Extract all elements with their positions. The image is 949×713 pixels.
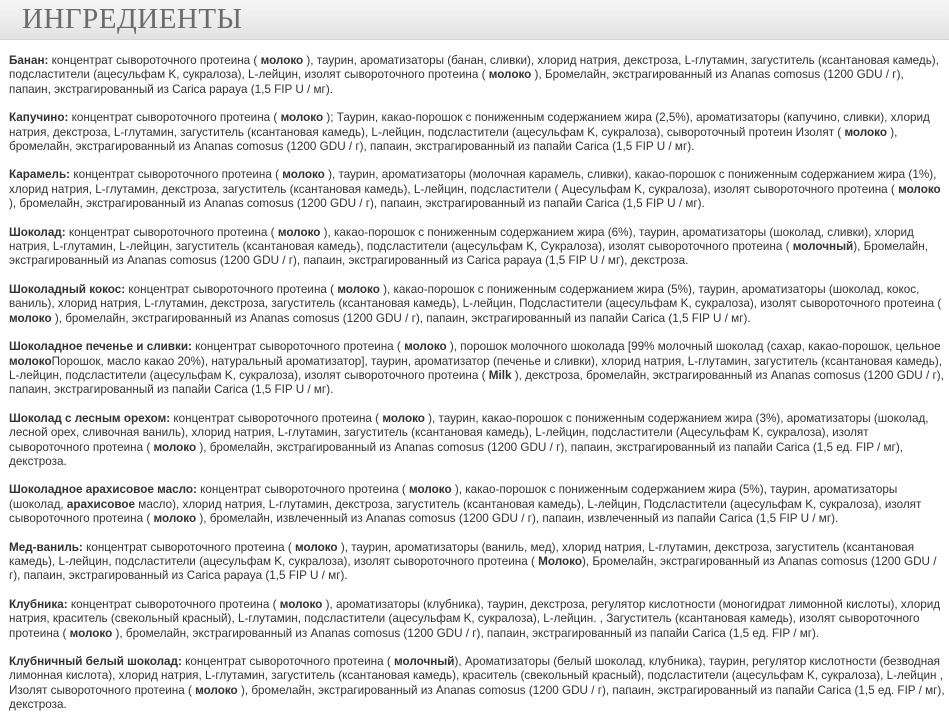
ingredient-fragment: ), декстроза, бромелайн, экстрагированный из Ananas comosus (1200 GDU / г), папаин, экстрагированный из папайи Carica (1,5 FIP U / мг). — [9, 368, 944, 397]
allergen-highlight: молоко — [404, 340, 447, 354]
flavor-name: Банан: — [9, 54, 49, 67]
allergen-highlight: молоко — [898, 182, 941, 196]
ingredient-fragment: концентрат сывороточного протеина ( — [65, 225, 278, 239]
allergen-highlight: молоко — [277, 225, 321, 239]
ingredient-fragment: концентрат сывороточного протеина ( — [191, 340, 405, 354]
ingredient-fragment: ), какао-порошок с пониженным содержанием жира (5%), таурин, ароматизаторы (шоколад, — [9, 483, 898, 511]
page-header — [0, 0, 949, 40]
ingredient-fragment: ), бромелайн, экстрагированный из Ananas comosus (1200 GDU / г), папаин, экстрагированный из папайи Carica (1,5 ед. FIP / мг). — [112, 626, 820, 640]
ingredient-fragment: ), таурин, ароматизаторы (молочная карамель, сливки), какао-порошок с пониженным содержанием жира (1%), хлорид натрия, L-глутамин, декстроза, загуститель (ксантановая камедь), L-лейцин, подсластители ( Ацесульфам K, сукралоза), изолят сывороточного протеина ( — [9, 168, 937, 196]
flavor-name: Мед-ваниль: — [9, 540, 83, 554]
ingredient-entry — [9, 226, 945, 269]
ingredient-fragment: концентрат сывороточного протеина ( — [125, 282, 338, 296]
allergen-highlight: молоко — [844, 125, 888, 139]
ingredient-entry — [9, 655, 945, 713]
flavor-name: Шоколадное печенье и сливки: — [9, 340, 192, 354]
ingredient-fragment: Порошок, масло какао 20%), натуральный ароматизатор], таурин, ароматизатор (печенье и сливки), хлорид натрия, L-глутамин, загуститель (ксантановая камедь), L-лейцин, подсластители (ацесульфам K, сукралоза), изолят сывороточного протеина ( — [9, 354, 943, 382]
allergen-highlight: молоко — [9, 354, 52, 368]
flavor-name: Карамель: — [9, 168, 71, 182]
flavor-name: Клубничный белый шоколад: — [9, 655, 182, 668]
ingredient-fragment: ), таурин, какао-порошок с пониженным содержанием жира (3%), ароматизаторы (шоколад, лесной орех, сливочная ваниль), хлорид натрия, L-глутамин, загуститель (ксантановая камедь), L-лейцин, подсластители (Ацесульфам K, сукралоза), изолят сывороточного протеина ( — [9, 411, 929, 454]
ingredient-fragment: концентрат сывороточного протеина ( — [70, 168, 283, 182]
ingredient-text — [9, 168, 941, 210]
ingredient-text — [9, 54, 939, 96]
ingredient-entry — [9, 54, 945, 97]
allergen-highlight: молоко — [195, 683, 238, 697]
allergen-highlight: молоко — [69, 626, 113, 640]
ingredient-fragment: ), Ароматизаторы (белый шоколад, клубника), таурин, регулятор кислотности (безводная лимонная кислота), хлорид натрия, L-глутамин, загуститель (ксантановая камедь), краситель (свекольный красный), подсластители (ацесульфам K, сукралоза), L-лейцин , Изолят сывороточного протеина ( — [9, 655, 944, 697]
ingredient-fragment: ), порошок молочного шоколада [99% молочный шоколад (сахар, какао-порошок, цельное — [446, 340, 941, 354]
ingredient-fragment: ), бромелайн, экстрагированный из Ananas comosus (1200 GDU / г), папаин, экстрагированный из папайи Carica (1,5 FIP U / мг). — [9, 197, 705, 211]
ingredient-entry — [9, 541, 945, 584]
ingredient-entry — [9, 111, 945, 154]
ingredient-fragment: ), бромелайн, экстрагированный из Ananas comosus (1200 GDU / г), папаин, экстрагированный из папайи Carica (1,5 FIP U / мг). — [51, 311, 751, 325]
ingredient-entry — [9, 283, 945, 326]
ingredient-fragment: ), бромелайн, экстрагированный из Ananas comosus (1200 GDU / г), папаин, экстрагированный из папайи Carica (1,5 ед. FIP / мг), декстроза. — [9, 683, 945, 712]
flavor-name: Шоколадное арахисовое масло: — [9, 483, 197, 497]
flavor-name: Капучино: — [9, 111, 69, 125]
allergen-highlight: молоко — [382, 411, 425, 425]
allergen-highlight: молоко — [9, 311, 52, 325]
allergen-highlight: Молоко — [538, 554, 582, 568]
allergen-highlight: молочный — [792, 240, 854, 254]
flavor-name: Шоколад: — [9, 225, 66, 239]
allergen-highlight: молоко — [279, 597, 323, 611]
ingredient-fragment: концентрат сывороточного протеина ( — [170, 411, 383, 425]
ingredient-text — [9, 541, 936, 583]
page-title: ИНГРЕДИЕНТЫ — [22, 3, 243, 35]
ingredient-entry — [9, 598, 945, 641]
allergen-highlight: молоко — [294, 540, 338, 554]
ingredient-fragment: концентрат сывороточного протеина ( — [196, 483, 410, 497]
ingredient-fragment: ), таурин, ароматизаторы (банан, сливки), хлорид натрия, декстроза, L-глутамин, загуститель (ксантановая камедь), подсластители (ацесульфам K, сукралоза), L-лейцин, изолят сывороточного протеина ( — [9, 54, 939, 82]
allergen-highlight: молочный — [394, 655, 455, 668]
ingredient-fragment: ), бромелайн, извлеченный из Ananas comosus (1200 GDU / г), папаин, извлеченный из папайи Carica (1,5 FIP U / мг). — [196, 512, 839, 526]
ingredient-fragment: ), Бромелайн, экстрагированный из Ananas comosus (1200 GDU / г), папаин, экстрагированный из Carica papaya (1,5 FIP U / мг). — [9, 554, 937, 583]
ingredient-fragment: ), бромелайн, экстрагированный из Ananas comosus (1200 GDU / г), папаин, экстрагированный из папайи Carica (1,5 ед. FIP / мг), декстроза. — [9, 440, 903, 468]
ingredient-fragment: ); Таурин, какао-порошок с пониженным содержанием жира (2,5%), ароматизаторы (капучино, сливки), хлорид натрия, декстроза, L-глутамин, загуститель (ксантановая камедь), L-лейцин, подсластители (ацесульфам K, сукралоза), сывороточный протеин Изолят ( — [9, 111, 930, 139]
ingredient-entry — [9, 340, 945, 398]
ingredient-fragment: концентрат сывороточного протеина ( — [82, 540, 295, 554]
ingredient-text — [9, 283, 941, 325]
ingredient-fragment: ), какао-порошок с пониженным содержанием жира (5%), таурин, ароматизаторы (шоколад, кокос, ваниль), хлорид натрия, L-глутамин, декстроза, загуститель (ксантановая камедь), L-лейцин, Подсластители (ацесульфам K, сукралоза), изолят сывороточного протеина ( — [9, 282, 942, 311]
flavor-name: Шоколад с лесным орехом: — [9, 411, 171, 425]
flavor-name: Шоколадный кокос: — [9, 282, 126, 296]
allergen-highlight: молоко — [488, 68, 532, 82]
ingredient-fragment: ), ароматизаторы (клубника), таурин, декстроза, регулятор кислотности (моногидрат лимонной кислоты), хлорид натрия, краситель (свекольный красный), L-глутамин, подсластители (ацесульфам K, сукралоза), L-лейцин. , Загуститель (ксантановая камедь), изолят сывороточного протеина ( — [9, 597, 941, 640]
ingredient-fragment: концентрат сывороточного протеина ( — [181, 655, 394, 668]
allergen-highlight: молоко — [153, 440, 197, 454]
allergen-highlight: Milk — [488, 368, 512, 382]
ingredient-fragment: концентрат сывороточного протеина ( — [48, 54, 261, 67]
ingredient-fragment: ), бромелайн, экстрагированный из Ananas comosus (1200 GDU / г), папаин, экстрагированный из папайи Carica (1,5 FIP U / мг). — [9, 125, 898, 154]
flavor-name: Клубника: — [9, 597, 68, 611]
ingredient-fragment: концентрат сывороточного протеина ( — [67, 597, 280, 611]
ingredient-text — [9, 111, 930, 153]
ingredient-entry — [9, 483, 945, 526]
ingredient-fragment: ), какао-порошок с пониженным содержанием жира (6%), таурин, ароматизаторы (шоколад, сливки), хлорид натрия, L-глутамин, L-лейцин, загуститель (ксантановая камедь), подсластители (ацесульфам K, Сукралоза), изолят сывороточного протеина ( — [9, 225, 914, 254]
allergen-highlight: арахисовое — [66, 497, 136, 511]
ingredient-entry — [9, 412, 945, 470]
ingredient-text — [9, 226, 928, 268]
ingredient-fragment: ), таурин, ароматизаторы (ваниль, мед), хлорид натрия, L-глутамин, декстроза, загуститель (ксантановая камедь), L-лейцин, подсластители (ацесульфам K, сукралоза), изолят сывороточного протеина ( — [9, 540, 915, 568]
ingredient-text — [9, 598, 940, 640]
allergen-highlight: молоко — [260, 54, 304, 67]
allergen-highlight: молоко — [337, 282, 380, 296]
ingredient-fragment: ), Бромелайн, экстрагированный из Ananas comosus (1200 GDU / г), папаин, экстрагированный из Carica papaya (1,5 FIP U / мг), декстроза. — [9, 240, 928, 268]
allergen-highlight: молоко — [282, 168, 325, 182]
ingredient-fragment: концентрат сывороточного протеина ( — [68, 111, 281, 125]
ingredient-fragment: масло), хлорид натрия, L-глутамин, декстроза, загуститель (ксантановая камедь), L-лейцин, Подсластители (ацесульфам K, сукралоза), изолят сывороточного протеина ( — [9, 497, 922, 526]
ingredient-fragment: ), Бромелайн, экстрагированный из Ananas comosus (1200 GDU / г), папаин, экстрагированный из Carica papaya (1,5 FIP U / мг). — [9, 68, 904, 96]
allergen-highlight: молоко — [280, 111, 324, 125]
ingredients-list — [0, 40, 949, 713]
ingredient-entry — [9, 168, 945, 211]
allergen-highlight: молоко — [153, 512, 197, 526]
allergen-highlight: молоко — [409, 483, 452, 497]
